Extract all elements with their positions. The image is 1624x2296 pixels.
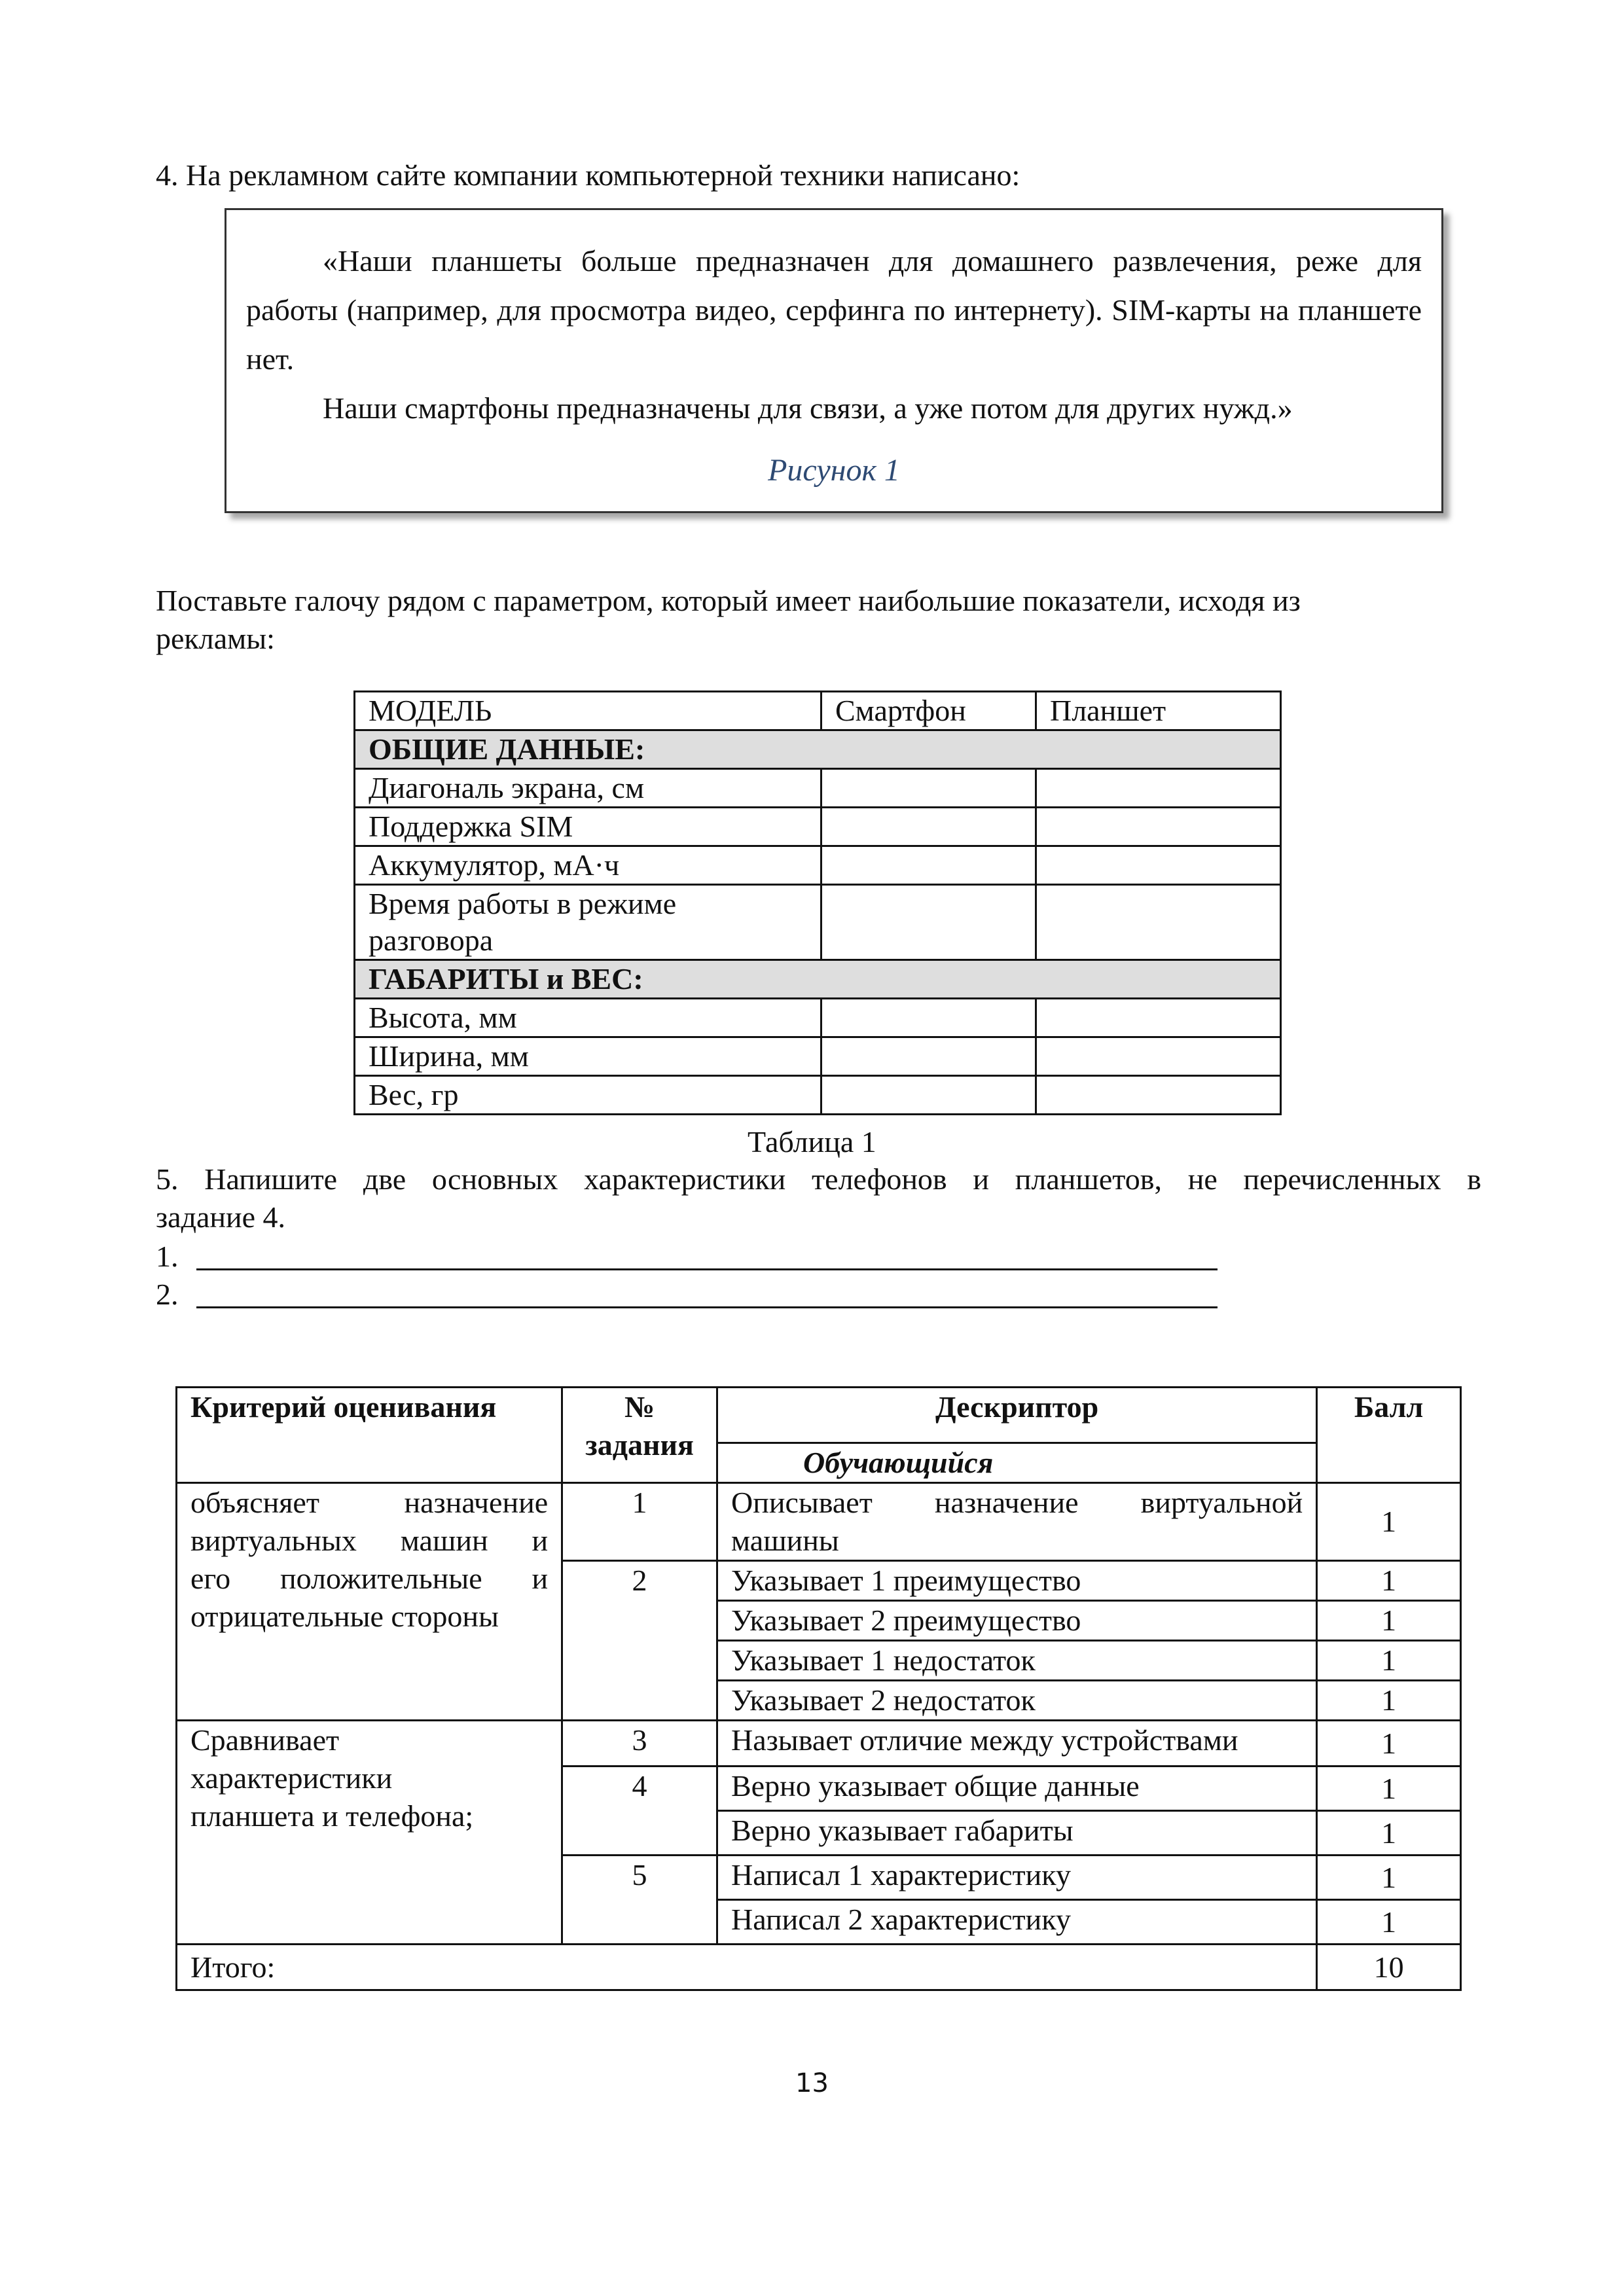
task-number: 2	[562, 1561, 717, 1721]
header-learner: Обучающийся	[717, 1443, 1317, 1483]
descriptor: Указывает 2 преимущество	[717, 1601, 1317, 1641]
header-model: МОДЕЛЬ	[355, 692, 821, 730]
checkbox-cell-smartphone[interactable]	[821, 885, 1036, 960]
checkbox-cell-tablet[interactable]	[1036, 1037, 1281, 1076]
row-label: Диагональ экрана, см	[355, 769, 821, 808]
criterion-line: объясняет назначение	[190, 1486, 549, 1519]
answer-rule	[196, 1268, 1218, 1270]
header-num-line: №	[624, 1390, 655, 1424]
criterion-1	[177, 1483, 562, 1721]
checkbox-cell-tablet[interactable]	[1036, 808, 1281, 846]
answer-number: 2.	[156, 1278, 179, 1311]
table-row	[355, 999, 1281, 1037]
table-row	[355, 692, 1281, 730]
checkbox-cell-tablet[interactable]	[1036, 846, 1281, 885]
answer-line-2[interactable]	[156, 1276, 179, 1314]
criterion-line: планшета и телефона;	[190, 1799, 474, 1833]
header-tablet: Планшет	[1036, 692, 1281, 730]
task-number: 3	[562, 1721, 717, 1767]
checkbox-cell-tablet[interactable]	[1036, 885, 1281, 960]
row-label: Ширина, мм	[355, 1037, 821, 1076]
header-task-number	[562, 1388, 717, 1483]
table-row	[355, 808, 1281, 846]
table-row	[177, 1721, 1461, 1767]
checkbox-cell-tablet[interactable]	[1036, 999, 1281, 1037]
row-label: Поддержка SIM	[355, 808, 821, 846]
descriptor-line: Описывает назначение виртуальной	[731, 1486, 1303, 1519]
section-general: ОБЩИЕ ДАННЫЕ:	[355, 730, 1281, 769]
header-criterion: Критерий оценивания	[177, 1388, 562, 1483]
score: 1	[1317, 1767, 1461, 1811]
ad-paragraph-tablets: «Наши планшеты больше предназначен для домашнего развлечения, реже для работы (например, для просмотра видео, серфинга по интернету). SIM-карты на планшете нет.	[246, 244, 1422, 376]
rubric-table	[175, 1386, 1462, 1991]
row-label: Вес, гр	[355, 1076, 821, 1115]
descriptor: Указывает 2 недостаток	[717, 1681, 1317, 1721]
table-row	[177, 1945, 1461, 1990]
criterion-2	[177, 1721, 562, 1945]
descriptor: Верно указывает общие данные	[717, 1767, 1317, 1811]
checkbox-cell-smartphone[interactable]	[821, 846, 1036, 885]
header-num-line: задания	[585, 1428, 694, 1462]
figure-caption: Рисунок 1	[768, 453, 900, 488]
table-row	[355, 730, 1281, 769]
criterion-line: его положительные и	[190, 1562, 549, 1595]
header-descriptor: Дескриптор	[717, 1388, 1317, 1443]
ad-paragraph-smartphones: Наши смартфоны предназначены для связи, а уже потом для других нужд.»	[323, 391, 1293, 425]
row-label-line: Время работы в режиме	[369, 887, 677, 920]
descriptor	[717, 1483, 1317, 1561]
row-label: Высота, мм	[355, 999, 821, 1037]
answer-rule	[196, 1306, 1218, 1308]
page-number: 13	[795, 2068, 829, 2098]
descriptor: Указывает 1 преимущество	[717, 1561, 1317, 1601]
descriptor: Верно указывает габариты	[717, 1811, 1317, 1856]
task5-line2: задание 4.	[156, 1200, 286, 1234]
descriptor-line: машины	[731, 1524, 839, 1557]
table-row	[355, 885, 1281, 960]
table-row	[355, 960, 1281, 999]
score: 1	[1317, 1721, 1461, 1767]
row-label: Аккумулятор, мА·ч	[355, 846, 821, 885]
total-value: 10	[1317, 1945, 1461, 1990]
task-number: 5	[562, 1856, 717, 1945]
table-row	[355, 769, 1281, 808]
score: 1	[1317, 1900, 1461, 1945]
descriptor: Указывает 1 недостаток	[717, 1641, 1317, 1681]
descriptor: Называет отличие между устройствами	[717, 1721, 1317, 1767]
checkbox-cell-tablet[interactable]	[1036, 769, 1281, 808]
checkbox-cell-tablet[interactable]	[1036, 1076, 1281, 1115]
score: 1	[1317, 1811, 1461, 1856]
checkbox-cell-smartphone[interactable]	[821, 1037, 1036, 1076]
header-smartphone: Смартфон	[821, 692, 1036, 730]
task-number: 4	[562, 1767, 717, 1856]
instruction-line2: рекламы:	[156, 622, 275, 655]
descriptor: Написал 1 характеристику	[717, 1856, 1317, 1900]
task5-text	[156, 1160, 1481, 1236]
table-row	[355, 846, 1281, 885]
task-number: 1	[562, 1483, 717, 1561]
criterion-line: виртуальных машин и	[190, 1524, 549, 1557]
row-label	[355, 885, 821, 960]
score: 1	[1317, 1601, 1461, 1641]
criterion-line: Сравнивает	[190, 1723, 340, 1757]
answer-number: 1.	[156, 1240, 179, 1273]
section-dimensions: ГАБАРИТЫ и ВЕС:	[355, 960, 1281, 999]
answer-line-1[interactable]	[156, 1238, 179, 1276]
table-row	[177, 1388, 1461, 1443]
checkbox-cell-smartphone[interactable]	[821, 769, 1036, 808]
criterion-line: отрицательные стороны	[190, 1600, 499, 1633]
checkbox-cell-smartphone[interactable]	[821, 1076, 1036, 1115]
checkbox-cell-smartphone[interactable]	[821, 999, 1036, 1037]
score: 1	[1317, 1561, 1461, 1601]
descriptor: Написал 2 характеристику	[717, 1900, 1317, 1945]
advertisement-box	[225, 208, 1443, 513]
score: 1	[1317, 1483, 1461, 1561]
comparison-table	[353, 691, 1282, 1115]
instruction-line1: Поставьте галочу рядом с параметром, который имеет наибольшие показатели, исходя из	[156, 584, 1301, 617]
score: 1	[1317, 1641, 1461, 1681]
table-row	[355, 1076, 1281, 1115]
task5-line1: 5. Напишите две основных характеристики телефонов и планшетов, не перечисленных в	[156, 1162, 1481, 1196]
task4-intro: 4. На рекламном сайте компании компьютерной техники написано:	[156, 158, 1020, 192]
row-label-line: разговора	[369, 924, 494, 957]
table-row	[355, 1037, 1281, 1076]
criterion-line: характеристики	[190, 1761, 393, 1795]
header-score: Балл	[1317, 1388, 1461, 1483]
table-row	[177, 1483, 1461, 1561]
checkbox-cell-smartphone[interactable]	[821, 808, 1036, 846]
total-label: Итого:	[177, 1945, 1317, 1990]
score: 1	[1317, 1681, 1461, 1721]
score: 1	[1317, 1856, 1461, 1900]
table1-caption: Таблица 1	[748, 1125, 876, 1158]
